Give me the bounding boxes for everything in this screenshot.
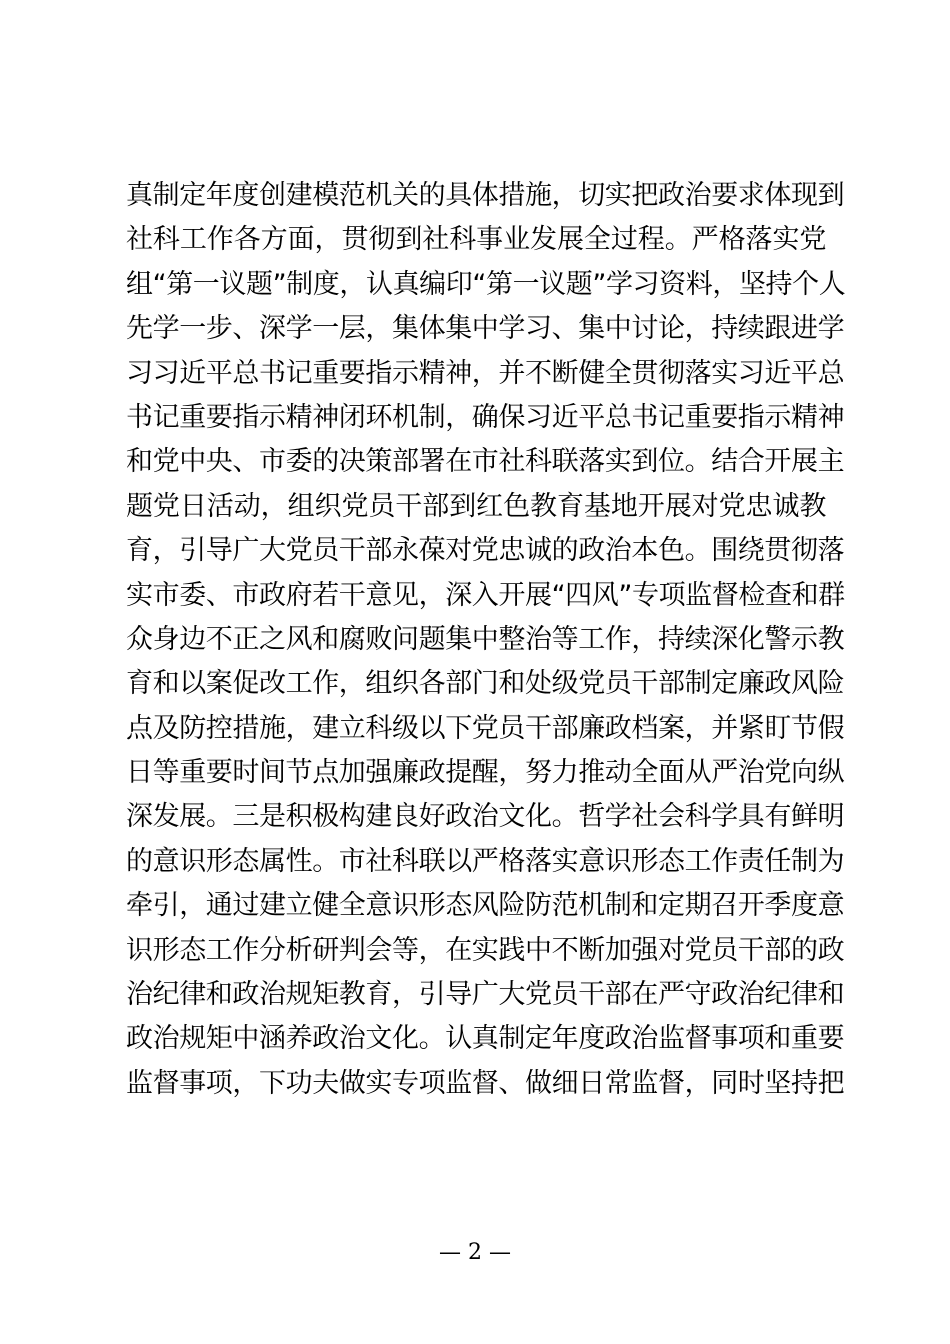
- body-text: [126, 174, 846, 1106]
- text-line: 牵引，通过建立健全意识形态风险防范机制和定期召开季度意: [126, 890, 845, 922]
- text-line: 监督事项，下功夫做实专项监督、做细日常监督，同时坚持把: [126, 1067, 845, 1099]
- text-line: 育和以案促改工作，组织各部门和处级党员干部制定廉政风险: [126, 668, 845, 700]
- text-line: 治纪律和政治规矩教育，引导广大党员干部在严守政治纪律和: [126, 979, 845, 1011]
- text-line: 社科工作各方面，贯彻到社科事业发展全过程。严格落实党: [126, 224, 826, 256]
- text-line: 的意识形态属性。市社科联以严格落实意识形态工作责任制为: [126, 845, 845, 877]
- text-line: 日等重要时间节点加强廉政提醒，努力推动全面从严治党向纵: [126, 757, 845, 789]
- text-line: 和党中央、市委的决策部署在市社科联落实到位。结合开展主: [126, 446, 845, 478]
- text-line: 育，引导广大党员干部永葆对党忠诚的政治本色。围绕贯彻落: [126, 535, 845, 567]
- text-line: 众身边不正之风和腐败问题集中整治等工作，持续深化警示教: [126, 623, 845, 655]
- text-line: 习习近平总书记重要指示精神，并不断健全贯彻落实习近平总: [126, 357, 845, 389]
- text-line: 深发展。三是积极构建良好政治文化。哲学社会科学具有鲜明: [126, 801, 845, 833]
- text-line: 书记重要指示精神闭环机制，确保习近平总书记重要指示精神: [126, 401, 845, 433]
- text-line: 组“第一议题”制度，认真编印“第一议题”学习资料，坚持个人: [126, 268, 846, 300]
- text-line: 先学一步、深学一层，集体集中学习、集中讨论，持续跟进学: [126, 313, 845, 345]
- text-line: 真制定年度创建模范机关的具体措施，切实把政治要求体现到: [126, 180, 845, 211]
- text-line: 题党日活动，组织党员干部到红色教育基地开展对党忠诚教: [126, 490, 826, 522]
- text-line: 识形态工作分析研判会等，在实践中不断加强对党员干部的政: [126, 934, 845, 966]
- text-line: 实市委、市政府若干意见，深入开展“四风”专项监督检查和群: [126, 579, 845, 611]
- page-number: — 2 —: [439, 1240, 511, 1265]
- text-line: 点及防控措施，建立科级以下党员干部廉政档案，并紧盯节假: [126, 712, 845, 744]
- text-line: 政治规矩中涵养政治文化。认真制定年度政治监督事项和重要: [126, 1023, 845, 1055]
